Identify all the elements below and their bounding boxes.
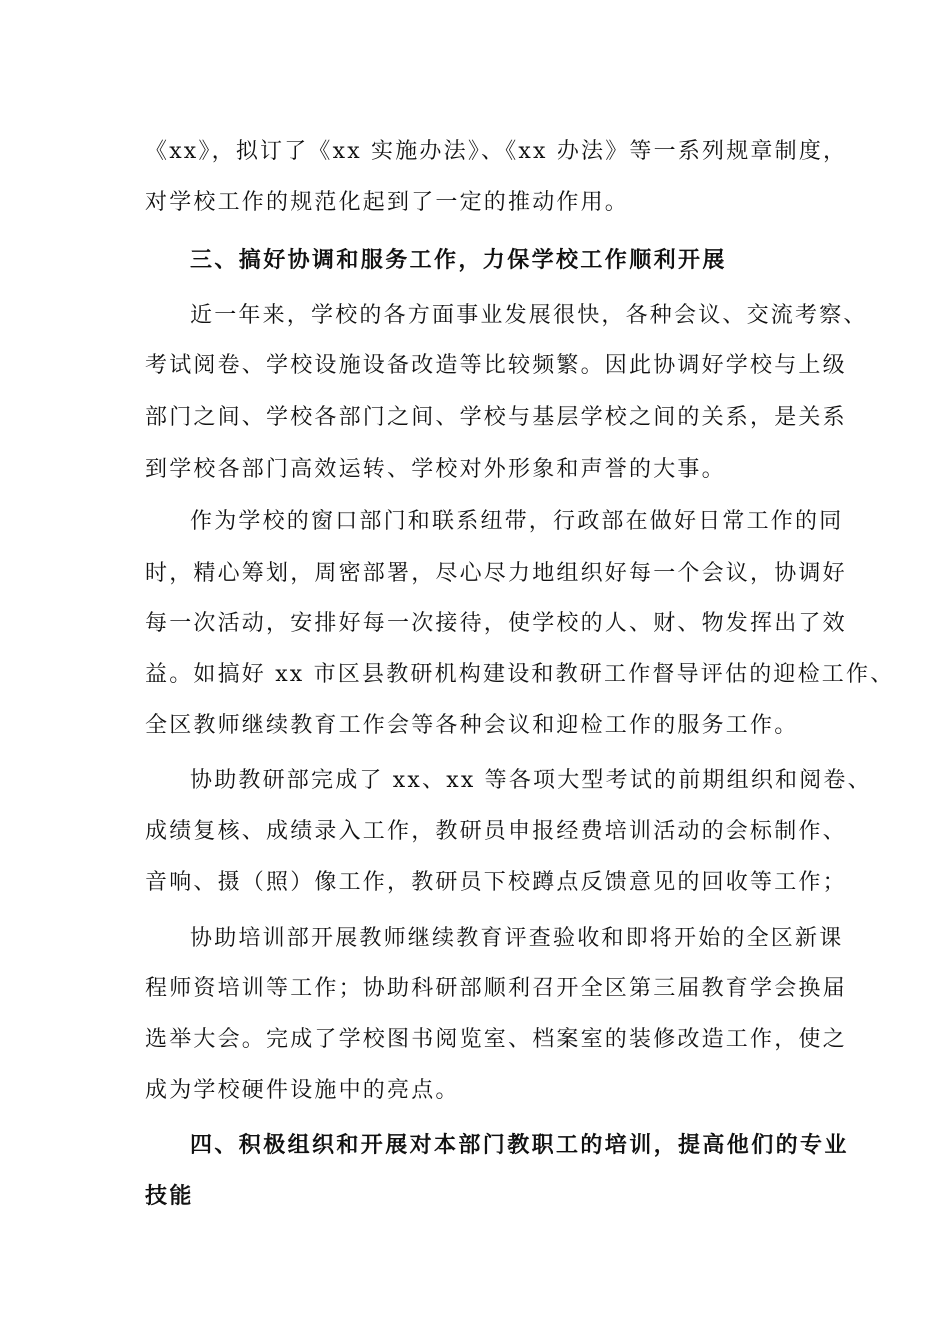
text-line: 全区教师继续教育工作会等各种会议和迎检工作的服务工作。 — [145, 713, 799, 738]
text-line: 成绩复核、成绩录入工作，教研员申报经费培训活动的会标制作、 — [145, 819, 847, 844]
text-line: 到学校各部门高效运转、学校对外形象和声誉的大事。 — [145, 457, 726, 482]
text-line: 音响、摄（照）像工作，教研员下校蹲点反馈意见的回收等工作； — [145, 870, 847, 895]
text-line: 时，精心筹划，周密部署，尽心尽力地组织好每一个会议，协调好 — [145, 561, 847, 586]
text-line: 考试阅卷、学校设施设备改造等比较频繁。因此协调好学校与上级 — [145, 353, 847, 378]
paragraph-first-line: 协助教研部完成了 xx、xx 等各项大型考试的前期组织和阅卷、 — [190, 768, 872, 793]
text-line: 部门之间、学校各部门之间、学校与基层学校之间的关系，是关系 — [145, 405, 847, 430]
text-line: 益。如搞好 xx 市区县教研机构建设和教研工作督导评估的迎检工作、 — [145, 662, 895, 687]
paragraph-first-line: 协助培训部开展教师继续教育评查验收和即将开始的全区新课 — [190, 926, 844, 951]
section-heading: 三、搞好协调和服务工作，力保学校工作顺利开展 — [190, 248, 727, 273]
text-line: 《xx》，拟订了《xx 实施办法》、《xx 办法》等一系列规章制度， — [145, 139, 848, 164]
paragraph-first-line: 作为学校的窗口部门和联系纽带，行政部在做好日常工作的同 — [190, 509, 844, 534]
paragraph-first-line: 近一年来，学校的各方面事业发展很快，各种会议、交流考察、 — [190, 303, 868, 328]
section-heading-continuation: 技能 — [145, 1184, 194, 1209]
text-line: 每一次活动，安排好每一次接待，使学校的人、财、物发挥出了效 — [145, 611, 847, 636]
text-line: 程师资培训等工作；协助科研部顺利召开全区第三届教育学会换届 — [145, 976, 847, 1001]
section-heading: 四、积极组织和开展对本部门教职工的培训，提高他们的专业 — [190, 1133, 849, 1158]
text-line: 成为学校硬件设施中的亮点。 — [145, 1078, 460, 1103]
text-line: 对学校工作的规范化起到了一定的推动作用。 — [145, 190, 630, 215]
text-line: 选举大会。完成了学校图书阅览室、档案室的装修改造工作，使之 — [145, 1027, 847, 1052]
